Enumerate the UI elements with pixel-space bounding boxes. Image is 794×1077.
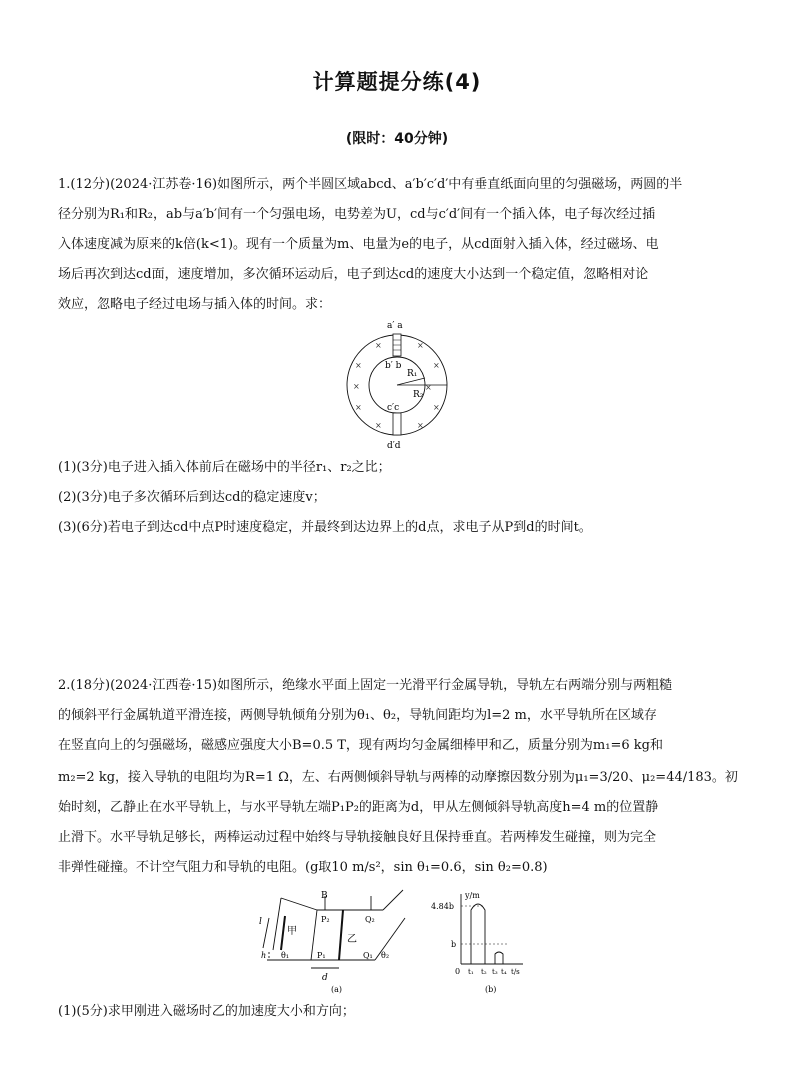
label-b-field: B [321, 891, 328, 901]
q2-line: m₂=2 kg，接入导轨的电阻均为R=1 Ω，左、右两侧倾斜导轨与两棒的动摩擦因数分别为μ₁=3/20、μ₂=44/183。初 [58, 770, 738, 785]
q2-line: 的倾斜平行金属轨道平滑连接，两侧导轨倾角分别为θ₁、θ₂，导轨间距均为l=2 m，水平导轨所在区域存 [58, 708, 657, 723]
q2-line: 非弹性碰撞。不计空气阻力和导轨的电阻。(g取10 m/s²，sin θ₁=0.6，sin θ₂=0.8) [58, 860, 548, 875]
q2-part-1: (1)(5分)求甲刚进入磁场时乙的加速度大小和方向； [58, 1004, 355, 1019]
field-cross: × [425, 383, 432, 392]
figure-b [461, 894, 523, 964]
q1-line: 入体速度减为原来的k倍(k<1)。现有一个质量为m、电量为e的电子，从cd面射入插入体，经过磁场、电 [58, 237, 659, 252]
time-limit: (限时：40分钟) [345, 131, 449, 147]
graph-xlabel: t/s [511, 968, 520, 976]
graph-t2: t₂ [481, 968, 487, 976]
q1-line: 效应，忽略电子经过电场与插入体的时间。求： [58, 297, 332, 312]
label-theta2: θ₂ [381, 951, 390, 960]
graph-yb: b [451, 940, 457, 949]
field-cross: × [375, 421, 382, 430]
field-cross: × [353, 382, 360, 391]
q1-part-3: (3)(6分)若电子到达cd中点P时速度稳定，并最终到达边界上的d点，求电子从P到d的时间t。 [58, 520, 592, 535]
label-h: h [261, 951, 267, 960]
q2-line: 始时刻，乙静止在水平导轨上，与水平导轨左端P₁P₂的距离为d，甲从左侧倾斜导轨高度h=4 m的位置静 [58, 800, 659, 815]
graph-zero: 0 [455, 967, 461, 976]
field-cross: × [417, 421, 424, 430]
figure-a-caption: (a) [331, 985, 343, 994]
label-q2: Q₂ [365, 915, 375, 924]
label-c: c′c [387, 403, 400, 413]
graph-t4: t₄ [501, 968, 507, 976]
label-p1: P₁ [317, 951, 326, 960]
page-title: 计算题提分练(4) [312, 70, 482, 94]
q2-line: 止滑下。水平导轨足够长，两棒运动过程中始终与导轨接触良好且保持垂直。若两棒发生碰撞，则为完全 [58, 830, 657, 845]
field-cross: × [375, 341, 382, 350]
q1-line: 1.(12分)(2024·江苏卷·16)如图所示，两个半圆区域abcd、a′b′c′d′中有垂直纸面向里的匀强磁场，两圆的半 [58, 177, 683, 192]
field-cross: × [355, 361, 362, 370]
label-a-top: a′ a [387, 321, 403, 331]
figure-b-caption: (b) [485, 985, 497, 994]
field-cross: × [433, 361, 440, 370]
label-l: l [259, 917, 262, 927]
label-d-dist: d [322, 973, 328, 983]
label-b: b′ b [385, 361, 402, 371]
q1-part-2: (2)(3分)电子多次循环后到达cd的稳定速度v； [58, 490, 326, 505]
label-theta1: θ₁ [281, 951, 290, 960]
graph-ylabel: y/m [465, 891, 480, 900]
label-r2: R₂ [413, 390, 424, 400]
magnetic-field-figure [345, 318, 457, 452]
q1-part-1: (1)(3分)电子进入插入体前后在磁场中的半径r₁、r₂之比； [58, 460, 391, 475]
field-cross: × [417, 341, 424, 350]
rail-figures [255, 888, 535, 996]
label-r1: R₁ [407, 369, 418, 379]
graph-t1: t₁ [468, 968, 474, 976]
label-q1: Q₁ [363, 951, 373, 960]
field-cross: × [355, 403, 362, 412]
label-d: d′d [387, 441, 401, 451]
label-p2: P₂ [321, 915, 330, 924]
graph-ymax: 4.84b [431, 902, 454, 911]
label-yi: 乙 [347, 934, 357, 945]
label-jia: 甲 [287, 926, 297, 937]
field-cross: × [433, 403, 440, 412]
q1-line: 场后再次到达cd面，速度增加，多次循环运动后，电子到达cd的速度大小达到一个稳定值，忽略相对论 [58, 267, 649, 282]
q1-line: 径分别为R₁和R₂，ab与a′b′间有一个匀强电场，电势差为U，cd与c′d′间有一个插入体，电子每次经过插 [58, 207, 656, 222]
graph-t3: t₃ [492, 968, 498, 976]
q2-line: 在竖直向上的匀强磁场，磁感应强度大小B=0.5 T，现有两均匀金属细棒甲和乙，质量分别为m₁=6 kg和 [58, 738, 663, 753]
q2-line: 2.(18分)(2024·江西卷·15)如图所示，绝缘水平面上固定一光滑平行金属导轨，导轨左右两端分别与两粗糙 [58, 678, 673, 693]
